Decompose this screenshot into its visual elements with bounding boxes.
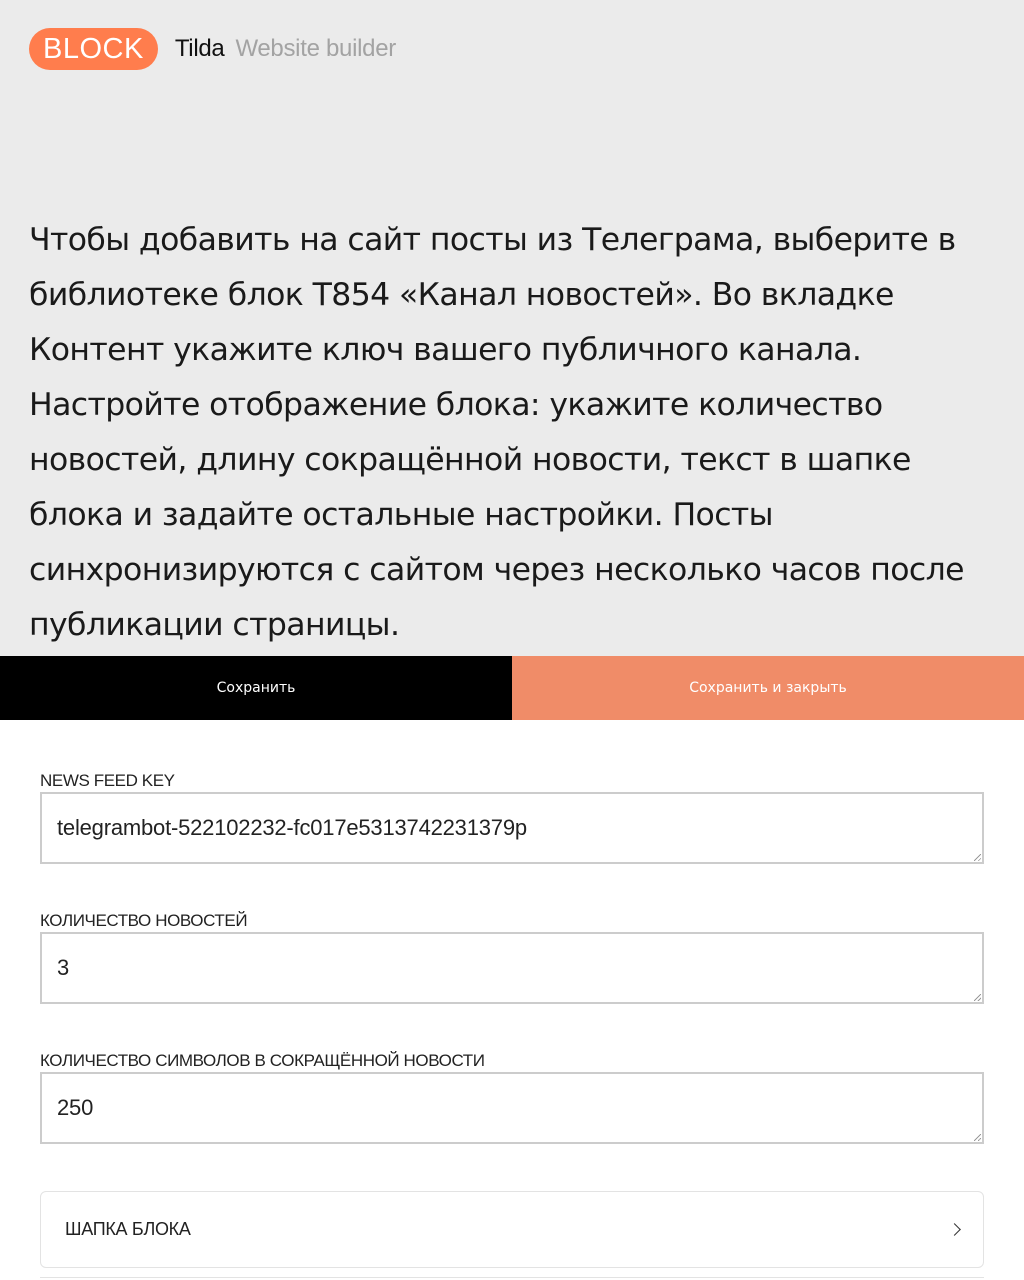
news-count-input[interactable] <box>40 932 984 1004</box>
chars-count-label: КОЛИЧЕСТВО СИМВОЛОВ В СОКРАЩЁННОЙ НОВОСТИ <box>40 1051 485 1070</box>
resize-handle-icon[interactable] <box>974 854 981 861</box>
chars-count-group <box>40 1050 984 1144</box>
intro-text: Чтобы добавить на сайт посты из Телеграма, выберите в библиотеке блок T854 «Канал новостей». Во вкладке Контент укажите ключ вашего публичного канала. Настройте отображение блока: укажите количество новостей, длину сокращённой новости, текст в шапке блока и задайте остальные настройки. Посты синхронизируются с сайтом через несколько часов после публикации страницы. <box>29 222 964 643</box>
save-and-close-button[interactable]: Сохранить и закрыть <box>512 656 1024 720</box>
news-count-group <box>40 910 984 1004</box>
chars-count-input[interactable] <box>40 1072 984 1144</box>
news-feed-key-input[interactable] <box>40 792 984 864</box>
news-feed-key-group <box>40 770 984 864</box>
chevron-right-icon <box>948 1223 961 1236</box>
block-header-section[interactable] <box>40 1191 984 1268</box>
brand-name: Tilda <box>174 35 225 62</box>
news-feed-key-value: telegrambot-522102232-fc017e5313742231379p <box>57 815 527 840</box>
block-badge: BLOCK <box>29 28 158 70</box>
brand-tagline: Website builder <box>235 35 396 62</box>
save-button[interactable]: Сохранить <box>0 656 512 720</box>
news-count-value: 3 <box>57 955 70 980</box>
action-bar <box>0 656 1024 720</box>
news-feed-key-label: NEWS FEED KEY <box>40 771 175 790</box>
resize-handle-icon[interactable] <box>974 994 981 1001</box>
news-count-label: КОЛИЧЕСТВО НОВОСТЕЙ <box>40 911 248 930</box>
block-header-title: ШАПКА БЛОКА <box>65 1219 191 1239</box>
chars-count-value: 250 <box>57 1095 94 1120</box>
brand <box>29 28 396 70</box>
resize-handle-icon[interactable] <box>974 1134 981 1141</box>
